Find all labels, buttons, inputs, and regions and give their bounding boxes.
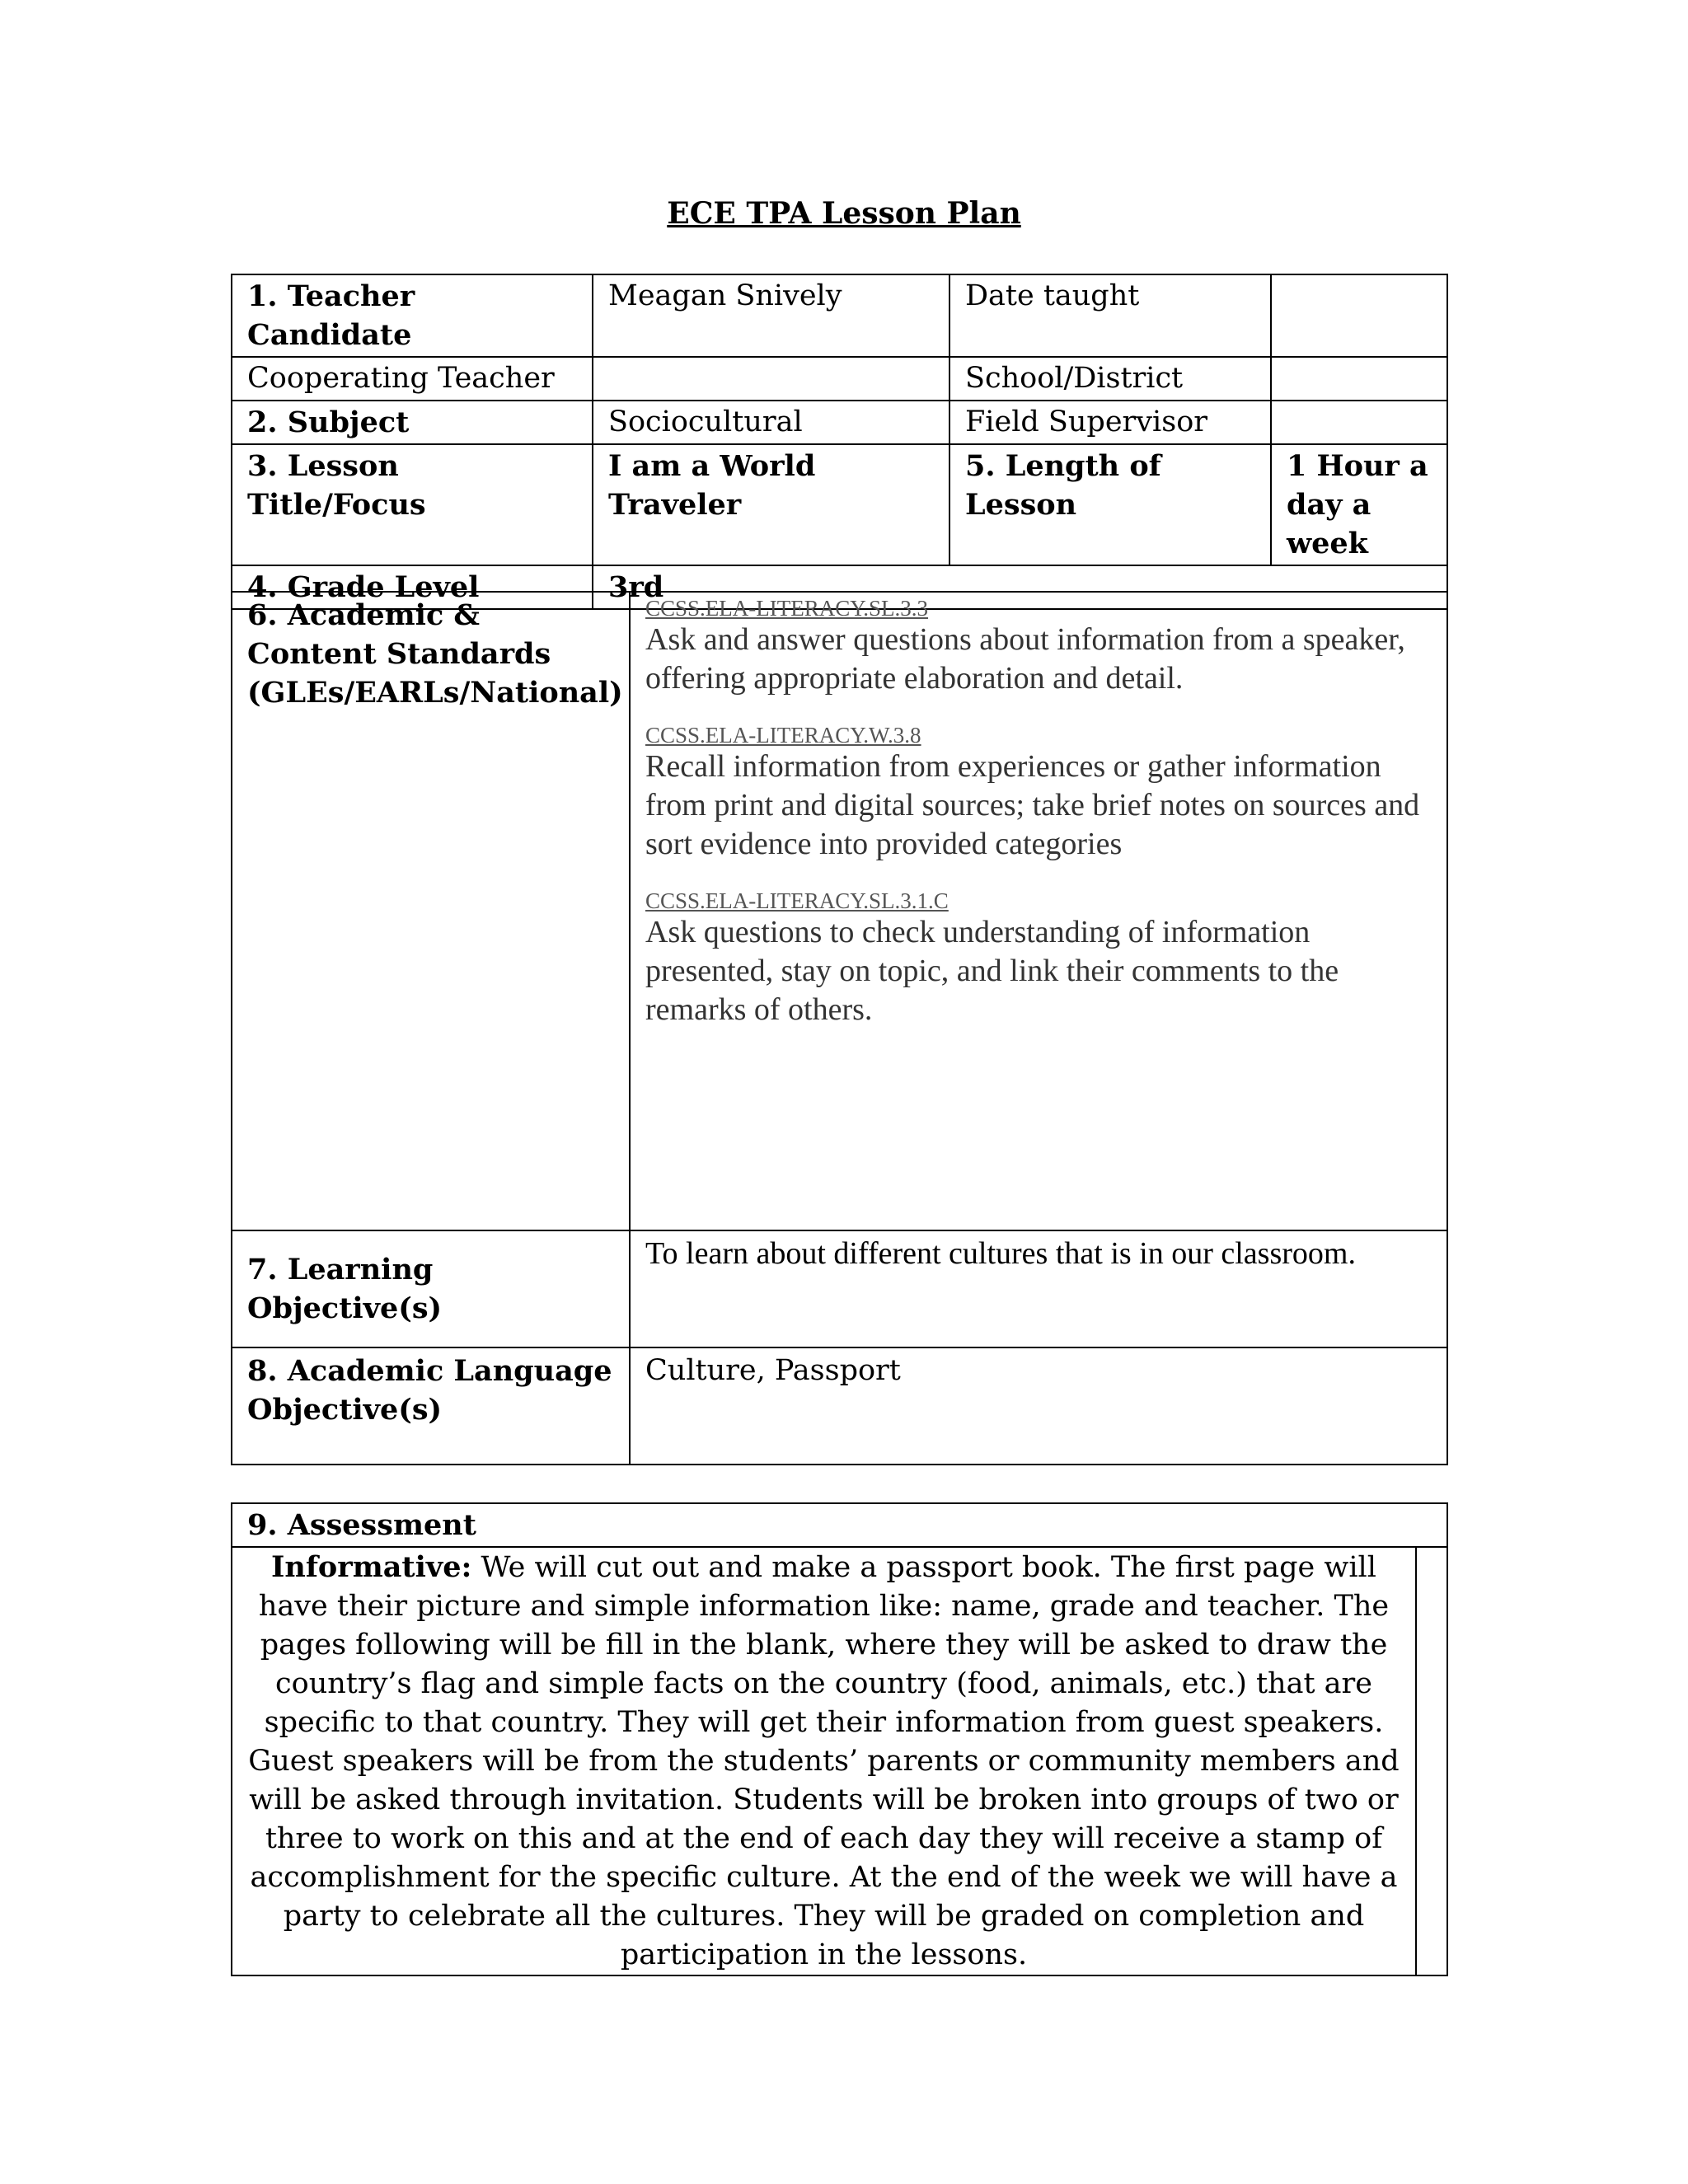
informative-text: We will cut out and make a passport book. The first page will have their picture and simple information like: name, grade and teacher. The pages following will be fill in the blank, where they will be asked to draw the country’s flag and simple facts on the country (food, animals, etc.) that are specific to that country. They will get their information from guest speakers. Guest speakers will be from the students’ parents or community members and will be asked through invitation. Students will be broken into groups of two or three to work on this and at the end of each day they will receive a stamp of accomplishment for the specific culture. At the end of the week we will have a party to celebrate all the cultures. They will be graded on completion and participation in the lessons. [248, 1551, 1400, 1971]
teacher-candidate-label: 1. Teacher Candidate [232, 274, 593, 357]
assessment-body [232, 1547, 1416, 1975]
field-supervisor-value [1271, 401, 1447, 444]
standards-content [630, 592, 1447, 1230]
grade-level-label: 4. Grade Level [232, 565, 593, 609]
academic-language-value: Culture, Passport [630, 1347, 1447, 1465]
length-of-lesson-value: 1 Hour a day a week [1271, 444, 1447, 565]
lesson-title-label: 3. Lesson Title/Focus [232, 444, 593, 565]
standard-text: Ask and answer questions about information from a speaker, offering appropriate elaboration and detail. [645, 622, 1405, 696]
standards-label: 6. Academic & Content Standards (GLEs/EARLs/National) [232, 592, 630, 1230]
field-supervisor-label: Field Supervisor [950, 401, 1271, 444]
lesson-title-value: I am a World Traveler [593, 444, 950, 565]
learning-objective-label: 7. Learning Objective(s) [232, 1230, 630, 1347]
subject-value: Sociocultural [593, 401, 950, 444]
standard-text: Recall information from experiences or gather information from print and digital sources; take brief notes on sources and sort evidence into provided categories [645, 749, 1420, 861]
school-district-value [1271, 357, 1447, 401]
date-taught-value [1271, 274, 1447, 357]
grade-level-value: 3rd [593, 565, 1447, 609]
standard-code: CCSS.ELA-LITERACY.SL.3.1.C [645, 888, 949, 913]
length-of-lesson-label: 5. Length of Lesson [950, 444, 1271, 565]
lesson-info-table [231, 274, 1448, 610]
assessment-side-cell [1416, 1547, 1447, 1975]
date-taught-label: Date taught [950, 274, 1271, 357]
standards-objectives-table [231, 591, 1448, 1465]
school-district-label: School/District [950, 357, 1271, 401]
assessment-table [231, 1502, 1448, 1976]
assessment-label: 9. Assessment [232, 1503, 1447, 1547]
teacher-candidate-value: Meagan Snively [593, 274, 950, 357]
cooperating-teacher-label: Cooperating Teacher [232, 357, 593, 401]
informative-label: Informative: [271, 1550, 472, 1584]
standard-code: CCSS.ELA-LITERACY.SL.3.3 [645, 596, 929, 621]
subject-label: 2. Subject [232, 401, 593, 444]
learning-objective-value: To learn about different cultures that is in our classroom. [630, 1230, 1447, 1347]
cooperating-teacher-value [593, 357, 950, 401]
standard-code: CCSS.ELA-LITERACY.W.3.8 [645, 723, 921, 748]
academic-language-label: 8. Academic Language Objective(s) [232, 1347, 630, 1465]
standard-text: Ask questions to check understanding of information presented, stay on topic, and link their comments to the remarks of others. [645, 915, 1339, 1027]
page-title: ECE TPA Lesson Plan [667, 196, 1021, 231]
